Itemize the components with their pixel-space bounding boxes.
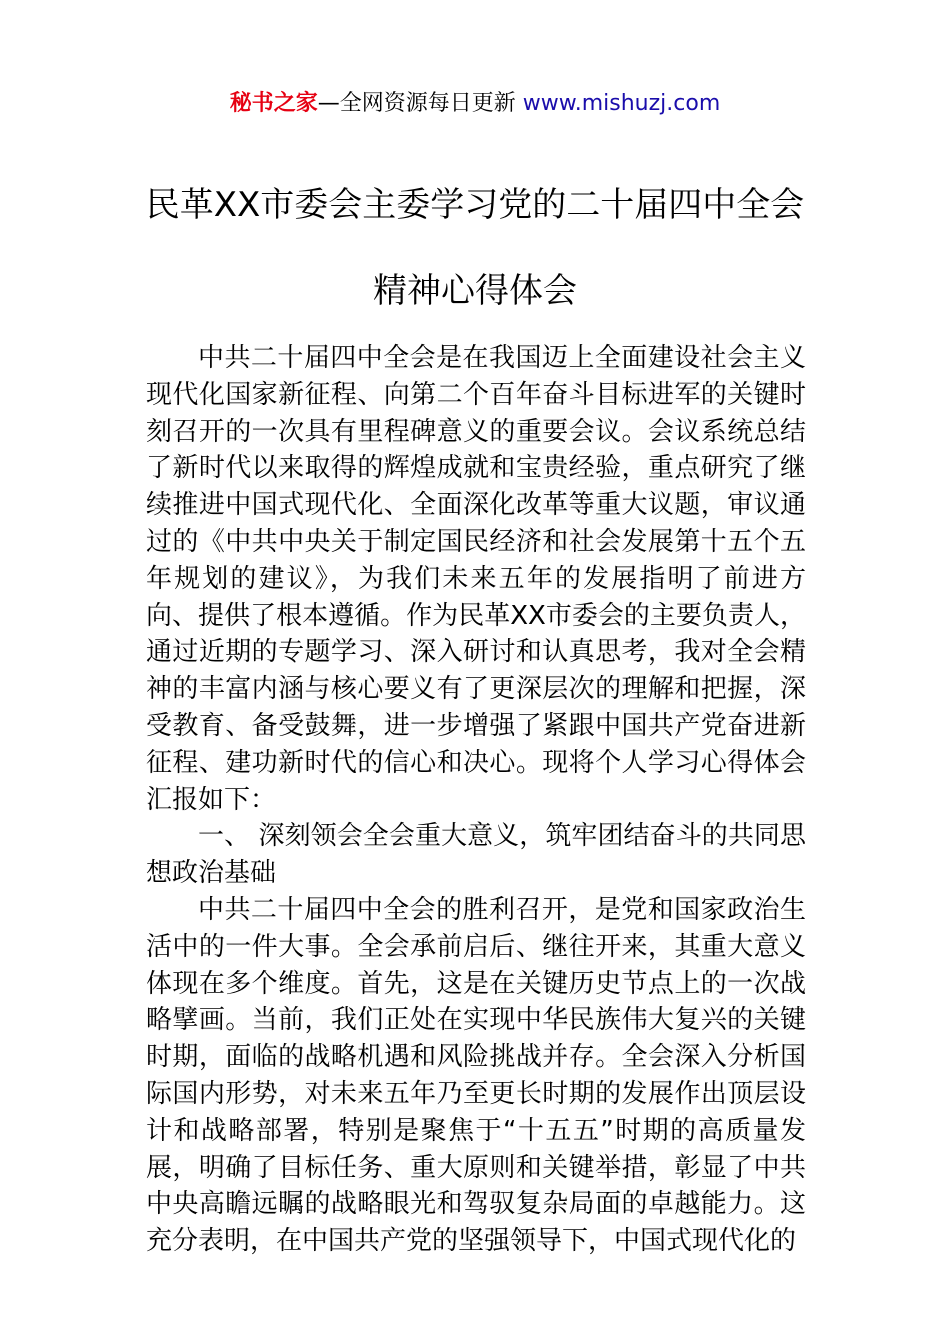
section-heading: 一、 深刻领会全会重大意义，筑牢团结奋斗的共同思想政治基础 [146, 821, 806, 889]
section-paragraph: 中共二十届四中全会的胜利召开，是党和国家政治生活中的一件大事。全会承前启后、继往开来，其重大意义体现在多个维度。首先，这是在关键历史节点上的一次战略擘画。当前，我们正处在实现中华民族伟大复兴的关键时期，面临的战略机遇和风险挑战并存。全会深入分析国际国内形势，对未来五年乃至更长时期的发展作出顶层设计和战略部署，特别是聚焦于“十五五”时期的高质量发展，明确了目标任务、重大原则和关键举措，彰显了中共中央高瞻远瞩的战略眼光和驾驭复杂局面的卓越能力。这充分表明，在中国共产党的坚强领导下，中国式现代化的 [146, 894, 806, 1257]
document-title: 民革XX市委会主委学习党的二十届四中全会精神心得体会 [145, 185, 805, 311]
brand-name: 秘书之家 [229, 91, 318, 116]
document-body [146, 340, 806, 1260]
intro-paragraph: 中共二十届四中全会是在我国迈上全面建设社会主义现代化国家新征程、向第二个百年奋斗目标进军的关键时刻召开的一次具有里程碑意义的重要会议。会议系统总结了新时代以来取得的辉煌成就和宝贵经验，重点研究了继续推进中国式现代化、全面深化改革等重大议题，审议通过的《中共中央关于制定国民经济和社会发展第十五个五年规划的建议》，为我们未来五年的发展指明了前进方向、提供了根本遵循。作为民革XX市委会的主要负责人，通过近期的专题学习、深入研讨和认真思考，我对全会精神的丰富内涵与核心要义有了更深层次的理解和把握，深受教育、备受鼓舞，进一步增强了紧跟中国共产党奋进新征程、建功新时代的信心和决心。现将个人学习心得体会汇报如下： [146, 343, 806, 815]
header-tagline: —全网资源每日更新 [317, 91, 516, 116]
site-header [0, 88, 950, 120]
site-url-link[interactable]: www.mishuzj.com [522, 91, 721, 116]
